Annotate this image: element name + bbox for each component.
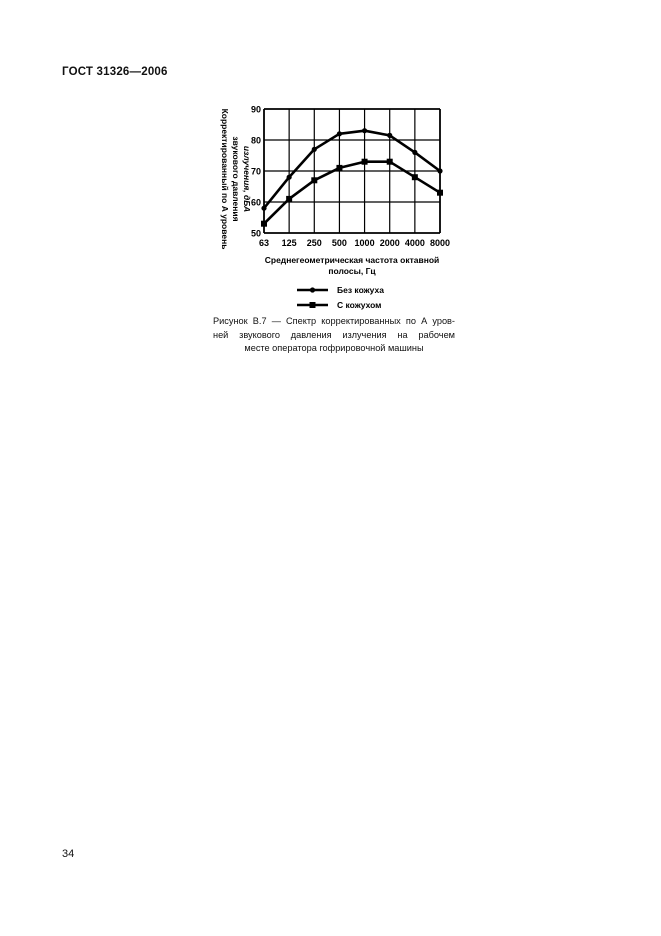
y-tick-label: 80	[250, 135, 261, 146]
x-tick-label: 125	[281, 238, 297, 248]
data-point	[362, 159, 368, 165]
x-axis-label: полосы, Гц	[328, 266, 376, 276]
y-tick-label: 90	[250, 104, 261, 115]
figure-caption	[213, 315, 455, 356]
legend-label: С кожухом	[337, 300, 382, 311]
data-point	[336, 165, 342, 171]
data-point	[287, 175, 292, 180]
legend-label: Без кожуха	[337, 285, 384, 296]
legend-marker	[310, 287, 315, 292]
x-axis-label: Среднегеометрическая частота октавной	[264, 255, 440, 265]
data-point	[286, 196, 292, 202]
caption-line-2: ней звукового давления излучения на рабочем	[213, 329, 455, 340]
x-tick-label: 500	[331, 238, 347, 248]
data-point	[362, 128, 367, 133]
y-tick-label: 70	[250, 166, 261, 177]
x-tick-label: 250	[306, 238, 322, 248]
data-point	[412, 174, 418, 180]
data-point	[412, 150, 417, 155]
y-axis-label: Корректированный по А уровень	[220, 108, 230, 250]
data-point	[337, 131, 342, 136]
x-tick-label: 63	[258, 238, 270, 248]
document-header: ГОСТ 31326—2006	[62, 66, 168, 78]
data-point	[387, 133, 392, 138]
line-chart	[200, 96, 480, 316]
y-axis-label: звукового давления	[231, 136, 241, 222]
data-point	[312, 147, 317, 152]
data-point	[387, 159, 393, 165]
y-tick-label: 60	[250, 197, 261, 208]
x-tick-label: 2000	[379, 238, 400, 248]
legend-marker	[310, 302, 316, 308]
figure-chart	[200, 96, 480, 316]
data-point	[261, 221, 267, 227]
page-number: 34	[62, 848, 75, 860]
x-tick-label: 4000	[404, 238, 425, 248]
data-point	[261, 206, 266, 211]
data-point	[437, 168, 442, 173]
y-tick-label: 50	[250, 228, 261, 239]
x-tick-label: 1000	[354, 238, 375, 248]
data-point	[311, 177, 317, 183]
data-point	[437, 190, 443, 196]
x-tick-label: 8000	[429, 238, 451, 248]
caption-line-1: Рисунок В.7 — Спектр корректированных по А уров-	[213, 316, 455, 326]
caption-line-3: месте оператора гофрировочной машины	[244, 343, 424, 353]
y-axis-label: излучения, дБА	[242, 145, 252, 213]
